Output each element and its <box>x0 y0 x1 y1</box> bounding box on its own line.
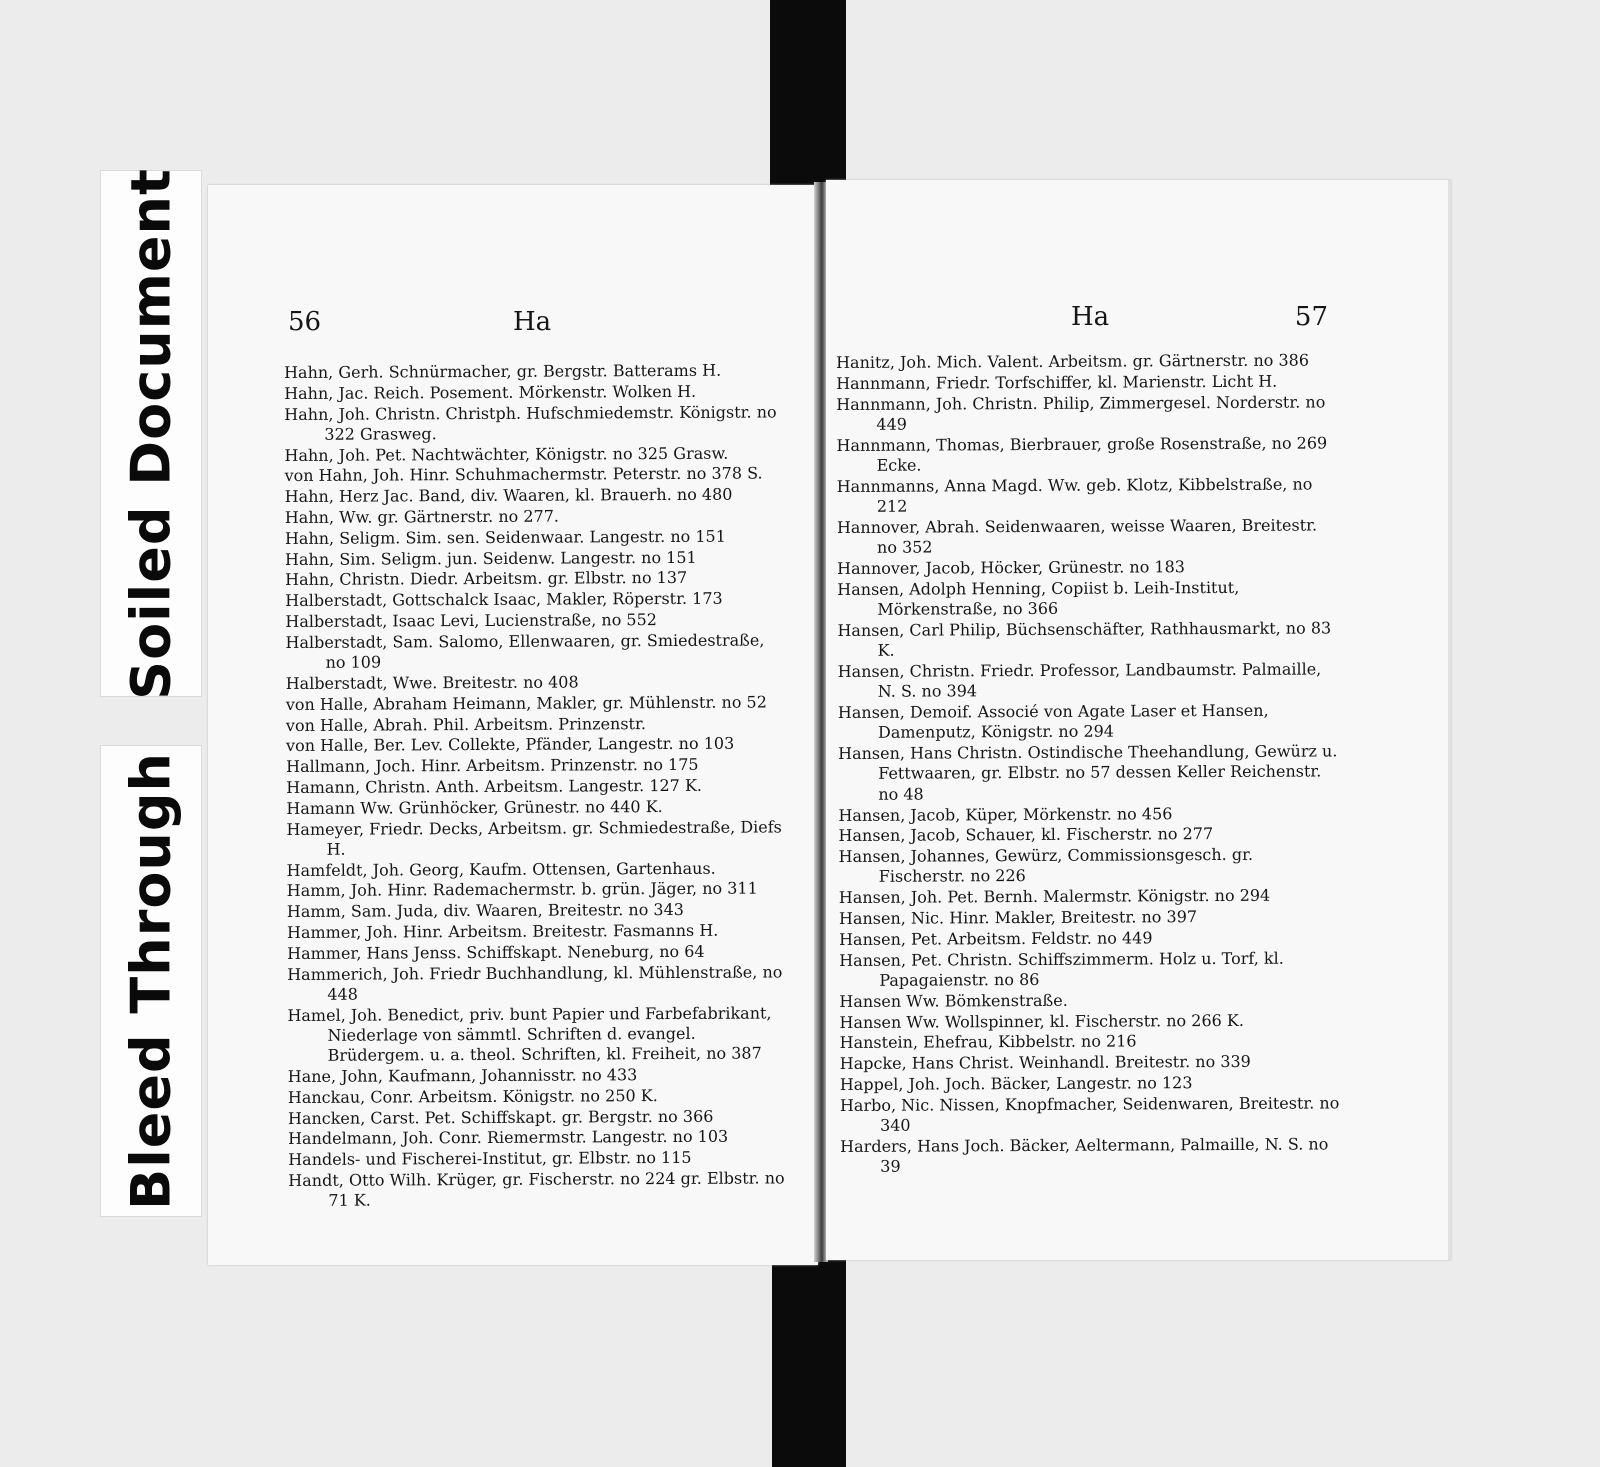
directory-entry: Hamann, Christn. Anth. Arbeitsm. Langestr. 127 K. <box>286 775 703 797</box>
directory-entry: Hansen Ww. Bömkenstraße. <box>839 990 1068 1011</box>
directory-entry: Hannover, Abrah. Seidenwaaren, weisse Waaren, Breitestr. no 352 <box>836 515 1318 557</box>
directory-entry: Handelmann, Joh. Conr. Riemermstr. Langestr. no 103 <box>288 1127 729 1149</box>
directory-entry: von Hahn, Joh. Hinr. Schuhmachermstr. Peterstr. no 378 S. <box>284 463 763 486</box>
page-number: 56 <box>288 307 322 337</box>
directory-entry: Hamm, Joh. Hinr. Rademachermstr. b. grün. Jäger, no 311 <box>286 878 758 901</box>
page-number: 57 <box>1294 302 1328 332</box>
directory-entry: Halberstadt, Isaac Levi, Lucienstraße, no 552 <box>285 610 657 632</box>
directory-entry: Hamel, Joh. Benedict, priv. bunt Papier und Farbefabrikant, Niederlage von sämmtl. Schriften d. evangel. Brüdergem. u. a. theol. Schriften, kl. Freiheit, no 387 <box>287 1003 772 1066</box>
left-page <box>208 185 818 1265</box>
page-header: Ha <box>1071 302 1110 332</box>
directory-entry: Hansen Ww. Wollspinner, kl. Fischerstr. no 266 K. <box>839 1010 1244 1032</box>
directory-entry: Hahn, Christn. Diedr. Arbeitsm. gr. Elbstr. no 137 <box>285 568 688 590</box>
directory-entry: Hanstein, Ehefrau, Kibbelstr. no 216 <box>839 1031 1137 1053</box>
directory-entry: von Halle, Abraham Heimann, Makler, gr. Mühlenstr. no 52 <box>285 692 767 714</box>
directory-entry: Hapcke, Hans Christ. Weinhandl. Breitestr. no 339 <box>839 1051 1251 1074</box>
directory-entry: Happel, Joh. Joch. Bäcker, Langestr. no 123 <box>839 1073 1193 1094</box>
directory-entry: Hammerich, Joh. Friedr Buchhandlung, kl. Mühlenstraße, no 448 <box>287 962 783 1004</box>
directory-entry: Hahn, Ww. gr. Gärtnerstr. no 277. <box>284 506 560 528</box>
binding-strap-top <box>770 0 846 185</box>
directory-entry: Harbo, Nic. Nissen, Knopfmacher, Seidenwaren, Breitestr. no 340 <box>839 1093 1340 1135</box>
directory-entry: Hamann Ww. Grünhöcker, Grünestr. no 440 K. <box>286 796 663 818</box>
directory-entry: Hahn, Herz Jac. Band, div. Waaren, kl. Brauerh. no 480 <box>284 484 733 507</box>
directory-list <box>836 350 1340 1177</box>
directory-entry: Hameyer, Friedr. Decks, Arbeitsm. gr. Schmiedestraße, Diefs H. <box>286 816 782 859</box>
page-header: Ha <box>513 307 552 337</box>
directory-list <box>284 360 788 1212</box>
directory-entry: Hannmann, Thomas, Bierbrauer, große Rosenstraße, no 269 Ecke. <box>836 433 1328 475</box>
directory-entry: Handt, Otto Wilh. Krüger, gr. Fischerstr. no 224 gr. Elbstr. no 71 K. <box>288 1168 785 1211</box>
directory-entry: Hallmann, Joch. Hinr. Arbeitsm. Prinzenstr. no 175 <box>286 754 699 777</box>
soiled-document-text: Soiled Document <box>119 167 183 700</box>
directory-entry: Hansen, Jacob, Küper, Mörkenstr. no 456 <box>838 803 1173 825</box>
directory-entry: Halberstadt, Sam. Salomo, Ellenwaaren, gr. Smiedestraße, no 109 <box>285 630 765 672</box>
directory-entry: Hancken, Carst. Pet. Schiffskapt. gr. Bergstr. no 366 <box>287 1106 714 1128</box>
directory-entry: Hammer, Hans Jenss. Schiffskapt. Neneburg, no 64 <box>287 941 705 963</box>
directory-entry: Hahn, Joh. Pet. Nachtwächter, Königstr. no 325 Grasw. <box>284 443 729 465</box>
directory-entry: Harders, Hans Joch. Bäcker, Aeltermann, Palmaille, N. S. no 39 <box>840 1134 1329 1176</box>
directory-entry: Handels- und Fischerei-Institut, gr. Elbstr. no 115 <box>288 1148 692 1170</box>
binding-strap-bottom <box>772 1255 846 1467</box>
bleed-through-label <box>100 745 202 1217</box>
directory-entry: Hanitz, Joh. Mich. Valent. Arbeitsm. gr. Gärtnerstr. no 386 <box>836 350 1310 372</box>
directory-entry: Hansen, Nic. Hinr. Makler, Breitestr. no 397 <box>838 907 1198 929</box>
directory-entry: Hannmann, Joh. Christn. Philip, Zimmergesel. Norderstr. no 449 <box>836 392 1326 434</box>
directory-entry: Hahn, Seligm. Sim. sen. Seidenwaar. Langestr. no 151 <box>284 526 726 548</box>
directory-entry: Halberstadt, Wwe. Breitestr. no 408 <box>285 672 579 693</box>
right-page <box>826 180 1451 1260</box>
directory-entry: von Halle, Abrah. Phil. Arbeitsm. Prinzenstr. <box>285 713 646 735</box>
directory-entry: Hansen, Carl Philip, Büchsenschäfter, Rathhausmarkt, no 83 K. <box>837 618 1332 660</box>
directory-entry: Hahn, Sim. Seligm. jun. Seidenw. Langestr. no 151 <box>284 547 697 569</box>
directory-entry: Hane, John, Kaufmann, Johannisstr. no 433 <box>287 1065 638 1087</box>
directory-entry: von Halle, Ber. Lev. Collekte, Pfänder, Langestr. no 103 <box>285 733 735 756</box>
directory-entry: Hansen, Jacob, Schauer, kl. Fischerstr. no 277 <box>838 824 1214 846</box>
directory-entry: Hansen, Demoif. Associé von Agate Laser et Hansen, Damenputz, Königstr. no 294 <box>837 700 1269 743</box>
directory-entry: Halberstadt, Gottschalck Isaac, Makler, Röperstr. 173 <box>285 588 723 611</box>
directory-entry: Hansen, Joh. Pet. Bernh. Malermstr. Königstr. no 294 <box>838 885 1271 908</box>
directory-entry: Hahn, Jac. Reich. Posement. Mörkenstr. Wolken H. <box>284 381 697 403</box>
directory-entry: Hansen, Pet. Arbeitsm. Feldstr. no 449 <box>839 928 1153 949</box>
directory-entry: Hansen, Hans Christn. Ostindische Theehandlung, Gewürz u. Fettwaaren, gr. Elbstr. no 57 dessen Keller Reichenstr. no 48 <box>838 741 1338 804</box>
directory-entry: Hansen, Christn. Friedr. Professor, Landbaumstr. Palmaille, N. S. no 394 <box>837 659 1322 702</box>
directory-entry: Hannover, Jacob, Höcker, Grünestr. no 183 <box>837 557 1185 578</box>
directory-entry: Hanckau, Conr. Arbeitsm. Königstr. no 250 K. <box>287 1085 658 1107</box>
directory-entry: Hansen, Pet. Christn. Schiffszimmerm. Holz u. Torf, kl. Papagaienstr. no 86 <box>839 948 1284 990</box>
directory-entry: Hannmanns, Anna Magd. Ww. geb. Klotz, Kibbelstraße, no 212 <box>836 474 1313 516</box>
directory-entry: Hansen, Adolph Henning, Copiist b. Leih-Institut, Mörkenstraße, no 366 <box>837 577 1240 619</box>
directory-entry: Hahn, Joh. Christn. Christph. Hufschmiedemstr. Königstr. no 322 Grasweg. <box>284 402 777 444</box>
directory-entry: Hannmann, Friedr. Torfschiffer, kl. Marienstr. Licht H. <box>836 371 1278 393</box>
directory-entry: Hahn, Gerh. Schnürmacher, gr. Bergstr. Batterams H. <box>284 360 722 382</box>
directory-entry: Hammer, Joh. Hinr. Arbeitsm. Breitestr. Fasmanns H. <box>286 920 719 943</box>
directory-entry: Hamfeldt, Joh. Georg, Kaufm. Ottensen, Gartenhaus. <box>286 858 716 880</box>
soiled-document-label <box>100 167 202 700</box>
directory-entry: Hansen, Johannes, Gewürz, Commissionsgesch. gr. Fischerstr. no 226 <box>838 844 1254 887</box>
bleed-through-text: Bleed Through <box>119 752 183 1210</box>
directory-entry: Hamm, Sam. Juda, div. Waaren, Breitestr. no 343 <box>286 900 684 922</box>
